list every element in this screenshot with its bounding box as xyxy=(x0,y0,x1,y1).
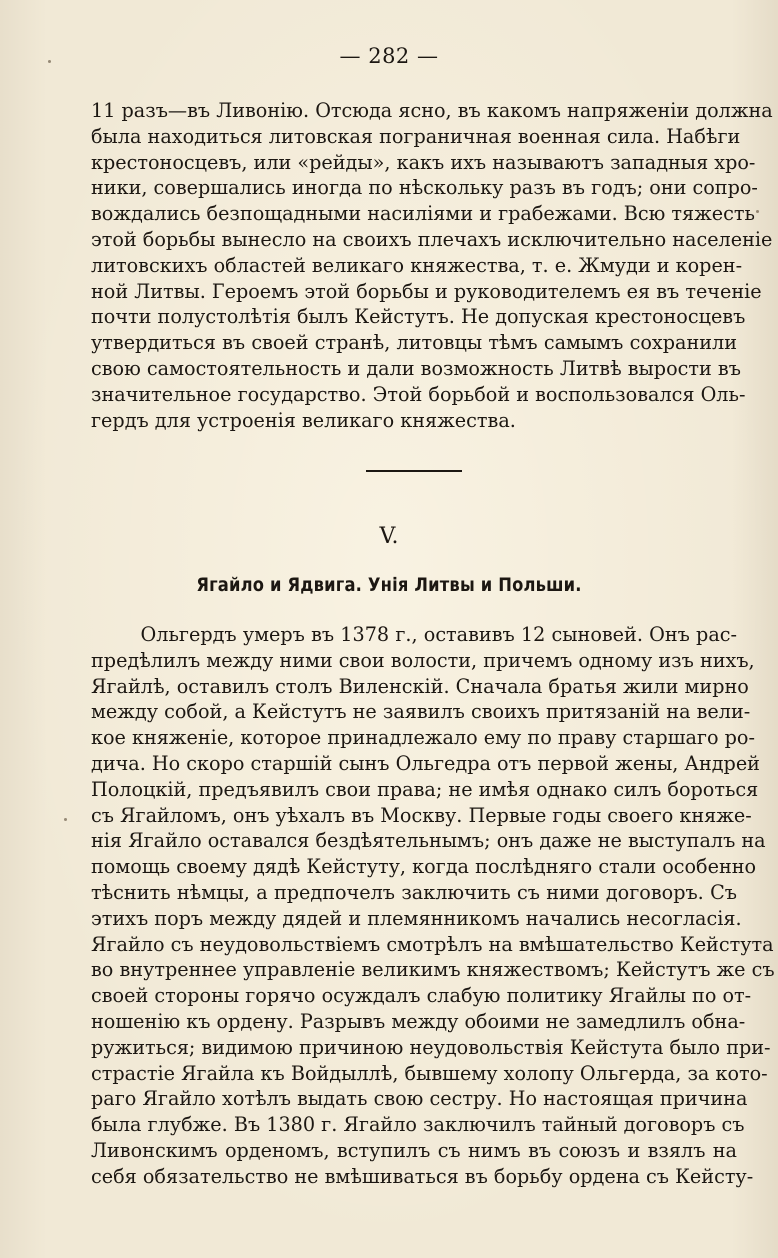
text-line: ношенію къ ордену. Разрывъ между обоими не замедлилъ обна- xyxy=(91,1009,746,1033)
text-line: кое княженіе, которое принадлежало ему по праву старшаго ро- xyxy=(91,726,755,750)
text-line: во внутреннее управленіе великимъ княжествомъ; Кейстутъ же съ xyxy=(91,958,775,982)
text-line: тѣснить нѣмцы, а предпочелъ заключить съ ними договоръ. Съ xyxy=(91,880,737,904)
text-line: ной Литвы. Героемъ этой борьбы и руководителемъ ея въ теченіе xyxy=(91,279,762,303)
paragraph-2 xyxy=(91,622,775,1190)
section-numeral: V. xyxy=(379,524,399,549)
chapter-heading: Ягайло и Ядвига. Унія Литвы и Польши. xyxy=(196,574,582,596)
text-line: значительное государство. Этой борьбой и воспользовался Оль- xyxy=(91,382,746,406)
text-line: Ягайлѣ, оставилъ столъ Виленскій. Сначала братья жили мирно xyxy=(91,674,749,698)
text-line: ники, совершались иногда по нѣскольку разъ въ годъ; они сопро- xyxy=(91,176,758,200)
margin-speck xyxy=(64,818,67,821)
text-line: Полоцкій, предъявилъ свои права; не имѣя однако силъ бороться xyxy=(91,777,759,801)
text-line: почти полустолѣтія былъ Кейстутъ. Не допуская крестоносцевъ xyxy=(91,305,746,329)
text-line: предѣлилъ между ними свои волости, причемъ одному изъ нихъ, xyxy=(91,648,755,672)
margin-speck xyxy=(48,60,51,63)
page-number: — 282 — xyxy=(339,44,439,68)
text-line: литовскихъ областей великаго княжества, т. е. Жмуди и корен- xyxy=(91,253,743,277)
text-line: Ягайло съ неудовольствіемъ смотрѣлъ на вмѣшательство Кейстута xyxy=(91,932,774,956)
text-line: этой борьбы вынесло на своихъ плечахъ исключительно населеніе xyxy=(91,227,773,251)
text-line: раго Ягайло хотѣлъ выдать свою сестру. Но настоящая причина xyxy=(91,1087,748,1111)
text-line: гердъ для устроенія великаго княжества. xyxy=(91,408,516,432)
text-line: была находиться литовская пограничная военная сила. Набѣги xyxy=(91,124,741,148)
text-line: помощь своему дядѣ Кейстуту, когда послѣдняго стали особенно xyxy=(91,855,757,879)
text-line: крестоносцевъ, или «рейды», какъ ихъ называютъ западныя хро- xyxy=(91,150,756,174)
text-line: страстіе Ягайла къ Войдыллѣ, бывшему холопу Ольгерда, за кото- xyxy=(91,1061,768,1085)
text-line: Ливонскимъ орденомъ, вступилъ съ нимъ въ союзъ и взялъ на xyxy=(91,1138,737,1162)
margin-speck xyxy=(756,210,759,213)
text-line: съ Ягайломъ, онъ уѣхалъ въ Москву. Первые годы своего княже- xyxy=(91,803,752,827)
text-line: вождались безпощадными насиліями и грабежами. Всю тяжесть xyxy=(91,202,755,226)
text-line: была глубже. Въ 1380 г. Ягайло заключилъ тайный договоръ съ xyxy=(91,1113,745,1137)
text-line: своей стороны горячо осуждалъ слабую политику Ягайлы по от- xyxy=(91,984,752,1008)
text-line: между собой, а Кейстутъ не заявилъ своихъ притязаній на вели- xyxy=(91,700,751,724)
text-line: свою самостоятельность и дали возможность Литвѣ вырости въ xyxy=(91,356,741,380)
text-line: утвердиться въ своей странѣ, литовцы тѣмъ самымъ сохранили xyxy=(91,331,737,355)
text-line: нія Ягайло оставался бездѣятельнымъ; онъ даже не выступалъ на xyxy=(91,829,766,853)
text-line: себя обязательство не вмѣшиваться въ борьбу ордена съ Кейсту- xyxy=(91,1164,754,1188)
text-line: Ольгердъ умеръ въ 1378 г., оставивъ 12 сыновей. Онъ рас- xyxy=(91,623,737,646)
text-line: этихъ поръ между дядей и племянникомъ начались несогласія. xyxy=(91,906,742,930)
text-line: дича. Но скоро старшій сынъ Ольгедра отъ первой жены, Андрей xyxy=(91,751,760,775)
paragraph-1 xyxy=(91,98,773,433)
section-divider xyxy=(366,470,462,472)
text-line: ружиться; видимою причиною неудовольствія Кейстута было при- xyxy=(91,1035,771,1059)
text-line: 11 разъ—въ Ливонію. Отсюда ясно, въ какомъ напряженіи должна xyxy=(91,99,773,122)
